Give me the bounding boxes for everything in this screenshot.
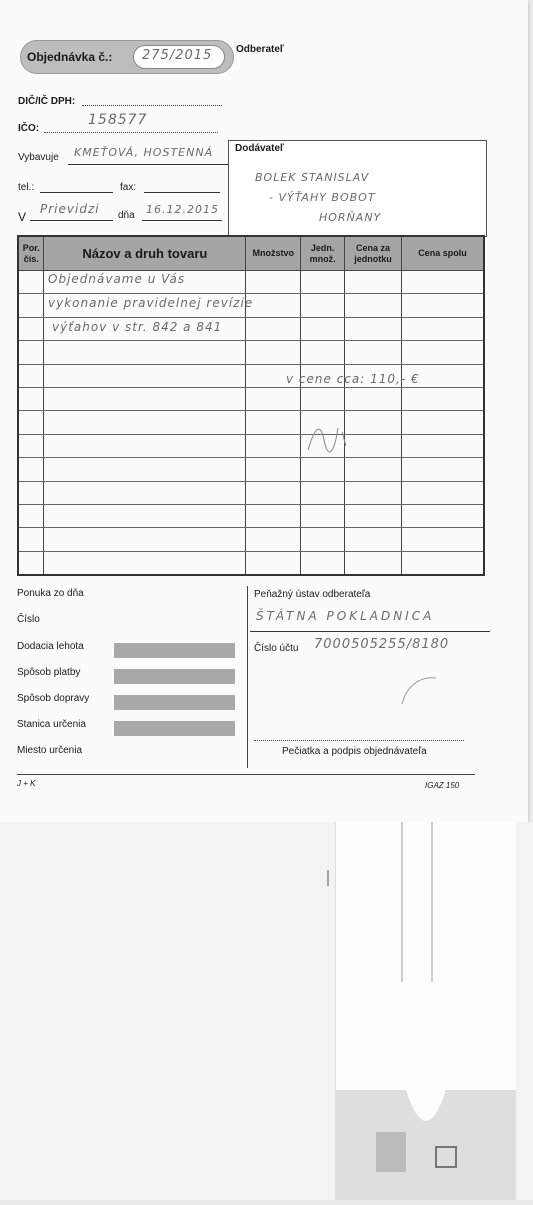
account-label: Číslo účtu [254,643,299,654]
place-value: Prievidzi [40,202,100,216]
payment-field [114,669,235,684]
table-cell [44,528,246,551]
tel-field [40,192,113,193]
footer-left: J + K [17,779,36,788]
table-cell [401,317,484,340]
tel-label: tel.: [18,182,35,193]
place-field [30,220,113,221]
table-cell [18,551,44,575]
ico-label: IČO: [18,123,40,134]
signature-field [254,740,464,741]
table-cell [301,317,345,340]
table-cell [401,341,484,364]
table-cell [301,294,345,317]
table-cell [246,504,301,527]
table-cell [18,387,44,410]
ico-value: 158577 [88,112,148,128]
stamp-mark [396,670,446,710]
table-cell [246,528,301,551]
table-cell [301,481,345,504]
offer-label: Ponuka zo dňa [17,588,84,599]
number-label: Číslo [17,614,40,625]
table-cell [301,528,345,551]
table-cell [345,551,402,575]
supplier-label: Dodávateľ [235,143,284,154]
table-cell [301,271,345,294]
transport-label: Spôsob dopravy [17,693,90,704]
table-cell [401,551,484,575]
table-cell [345,387,402,410]
table-row [18,387,484,410]
table-cell [246,481,301,504]
table-cell [401,387,484,410]
table-cell [18,504,44,527]
items-table [17,235,485,576]
delivery-label: Dodacia lehota [17,641,84,652]
table-cell [401,528,484,551]
table-row [18,551,484,575]
table-cell [345,458,402,481]
col-header-name: Názov a druh tovaru [44,236,246,271]
table-cell [18,317,44,340]
table-cell [401,411,484,434]
table-cell [401,434,484,457]
table-row [18,458,484,481]
bank-label: Peňažný ústav odberateľa [254,589,371,600]
table-cell [44,551,246,575]
table-cell [44,481,246,504]
vat-field [82,105,222,106]
account-value: 7000505255/8180 [314,637,450,652]
table-cell [18,341,44,364]
table-row [18,481,484,504]
table-cell [345,528,402,551]
table-cell [18,528,44,551]
item-line-2: vykonanie pravidelnej revízie [48,296,254,310]
date-value: 16.12.2015 [146,203,219,216]
table-cell [44,387,246,410]
payment-label: Spôsob platby [17,667,81,678]
table-cell [345,341,402,364]
supplier-line-2: - VÝŤAHY BOBOT [269,191,376,204]
table-cell [44,411,246,434]
footer-right: IGAZ 150 [425,781,460,790]
table-cell [246,551,301,575]
table-row [18,504,484,527]
table-row [18,411,484,434]
date-label: dňa [118,210,135,221]
fax-field [144,192,220,193]
fax-label: fax: [120,182,137,193]
col-header-quantity: Množstvo [246,236,301,271]
table-cell [345,294,402,317]
table-cell [18,458,44,481]
scan-mark [322,868,334,888]
table-cell [301,341,345,364]
col-header-number: Por. čís. [18,236,44,271]
item-line-3: výťahov v str. 842 a 841 [52,320,223,334]
vat-label: DIČ/IČ DPH: [18,96,76,107]
table-cell [18,481,44,504]
table-cell [246,387,301,410]
bank-name: ŠTÁTNA POKLADNICA [256,609,435,623]
table-cell [44,458,246,481]
ico-field [44,132,218,133]
col-header-unit: Jedn. množ. [301,236,345,271]
order-number-box [20,40,234,74]
table-cell [246,434,301,457]
footer-line [17,774,475,775]
supplier-line-3: HORŇANY [319,211,382,224]
col-header-unit-price: Cena za jednotku [345,236,402,271]
handled-by-field [68,164,236,165]
customer-heading: Odberateľ [236,44,284,55]
item-line-1: Objednávame u Vás [48,272,186,286]
table-row [18,528,484,551]
table-row [18,341,484,364]
station-field [114,721,235,736]
table-cell [401,271,484,294]
scanner-guides [336,822,516,1200]
table-cell [246,317,301,340]
item-price-note: v cene cca: 110,- € [286,372,420,386]
table-cell [345,271,402,294]
table-cell [246,294,301,317]
table-cell [301,458,345,481]
table-cell [401,481,484,504]
table-cell [345,481,402,504]
destination-label: Miesto určenia [17,745,83,756]
signature-mark [300,410,360,460]
table-cell [301,387,345,410]
table-cell [246,341,301,364]
table-cell [246,411,301,434]
table-cell [246,458,301,481]
items-table-header [18,236,484,271]
station-label: Stanica určenia [17,719,86,730]
table-cell [301,504,345,527]
table-row [18,434,484,457]
table-cell [44,434,246,457]
stamp-label: Pečiatka a podpis objednávateľa [282,746,427,757]
table-cell [401,294,484,317]
terms-divider [247,586,248,768]
table-cell [18,271,44,294]
table-cell [401,458,484,481]
col-header-total: Cena spolu [401,236,484,271]
table-cell [18,294,44,317]
supplier-box [228,140,487,237]
table-cell [246,271,301,294]
table-cell [44,341,246,364]
place-label: V [18,210,27,224]
table-cell [401,504,484,527]
delivery-field [114,643,235,658]
table-cell [18,434,44,457]
table-cell [18,411,44,434]
table-cell [18,364,44,387]
handled-by-value: KMEŤOVÁ, HOSTENNÁ [74,146,214,159]
table-cell [44,364,246,387]
date-field [142,220,222,221]
order-number: 275/2015 [142,48,213,63]
table-cell [301,551,345,575]
transport-field [114,695,235,710]
order-number-field [133,45,225,69]
table-cell [345,317,402,340]
supplier-line-1: BOLEK STANISLAV [255,171,370,184]
order-label: Objednávka č.: [27,50,113,64]
table-cell [345,504,402,527]
bank-name-field [250,631,490,632]
scanner-strip [335,822,516,1200]
table-cell [44,504,246,527]
handled-by-label: Vybavuje [18,152,59,163]
